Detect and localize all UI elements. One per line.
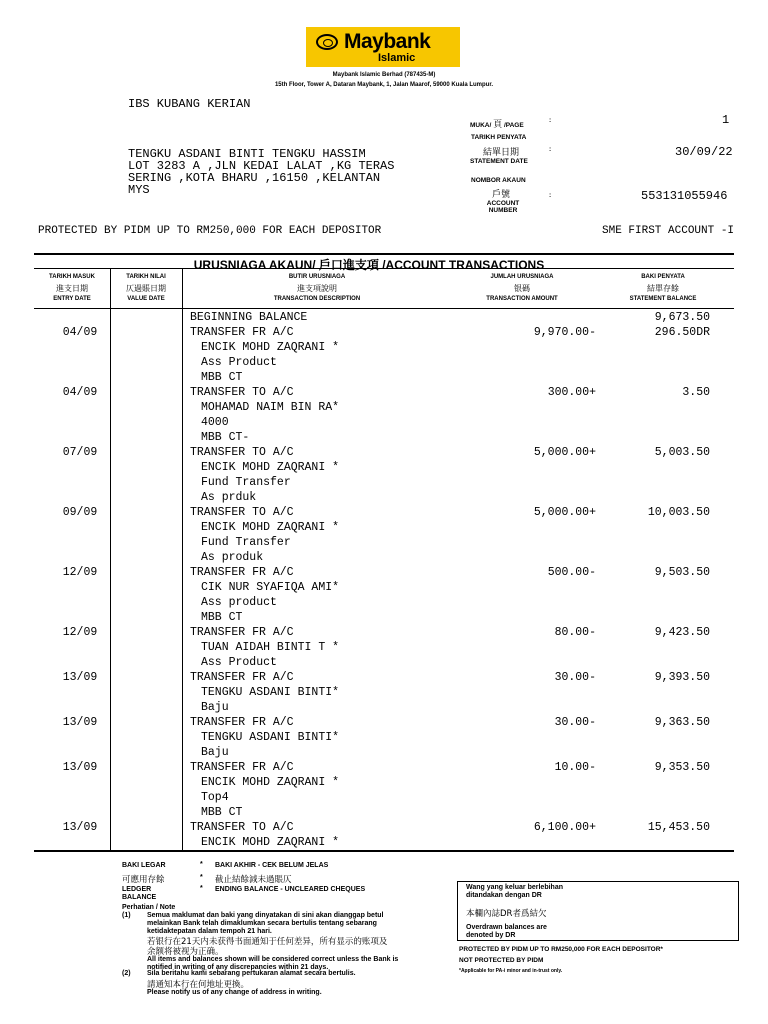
table-row xyxy=(0,745,768,760)
table-row xyxy=(0,835,768,850)
transaction-description: ENCIK MOHD ZAQRANI * xyxy=(201,836,340,849)
table-row xyxy=(0,610,768,625)
account-number-label-cjk: 戶號 xyxy=(492,190,511,200)
transaction-description: As produk xyxy=(201,551,264,564)
branch-name: IBS KUBANG KERIAN xyxy=(128,97,251,111)
entry-date: 12/09 xyxy=(62,626,98,639)
note-heading: Perhatian / Note xyxy=(122,904,176,911)
transaction-amount: 80.00- xyxy=(554,626,596,639)
note-2-cjk: 請通知本行在何地址更換。 xyxy=(147,980,250,990)
entry-date: 13/09 xyxy=(62,716,98,729)
page-colon: : xyxy=(549,117,552,124)
customer-name: TENGKU ASDANI BINTI TENGKU HASSIM xyxy=(128,147,366,161)
note-1-en-1: All items and balances shown will be considered correct unless the Bank is xyxy=(147,956,399,963)
table-row xyxy=(0,310,768,325)
entry-date: 12/09 xyxy=(62,566,98,579)
pidm-notice: PROTECTED BY PIDM UP TO RM250,000 FOR EACH DEPOSITOR xyxy=(38,225,382,237)
statement-balance: 9,353.50 xyxy=(654,761,710,774)
top-rule xyxy=(34,253,734,255)
table-row xyxy=(0,700,768,715)
customer-address-3: MYS xyxy=(128,183,150,197)
table-row xyxy=(0,415,768,430)
transaction-description: ENCIK MOHD ZAQRANI * xyxy=(201,776,340,789)
date-colon: : xyxy=(549,146,552,153)
account-colon: : xyxy=(549,192,552,199)
table-row xyxy=(0,595,768,610)
transaction-description: MBB CT xyxy=(201,806,243,819)
statement-balance: 9,503.50 xyxy=(654,566,710,579)
note-2-en: Please notify us of any change of address in writing. xyxy=(147,989,322,996)
baki-legar-label: BAKI LEGAR xyxy=(122,862,166,869)
table-row xyxy=(0,445,768,460)
account-number-label: NOMBOR AKAUN xyxy=(471,177,526,184)
logo-sub: Islamic xyxy=(378,52,416,64)
transaction-description: TRANSFER FR A/C xyxy=(190,566,294,579)
transaction-description: TRANSFER FR A/C xyxy=(190,671,294,684)
transaction-description: TRANSFER TO A/C xyxy=(190,386,294,399)
table-row xyxy=(0,670,768,685)
statement-balance: 9,423.50 xyxy=(654,626,710,639)
transaction-description: ENCIK MOHD ZAQRANI * xyxy=(201,461,340,474)
page-value: 1 xyxy=(722,113,730,127)
statement-balance: 10,003.50 xyxy=(647,506,710,519)
note-1-cjk-1: 若银行在21天内未获得书面通知于任何差异，所有显示的账项及 xyxy=(147,937,388,947)
entry-date: 07/09 xyxy=(62,446,98,459)
table-row xyxy=(0,730,768,745)
table-row xyxy=(0,460,768,475)
transaction-amount: 30.00- xyxy=(554,716,596,729)
logo-name: Maybank xyxy=(344,30,431,53)
statement-balance: 296.50DR xyxy=(654,326,710,339)
table-row xyxy=(0,580,768,595)
statement-balance: 15,453.50 xyxy=(647,821,710,834)
transaction-amount: 300.00+ xyxy=(547,386,596,399)
table-row xyxy=(0,430,768,445)
baki-legar-cjk: 可應用存餘 xyxy=(122,875,165,885)
applicable-note: *Applicable for PA-i minor and in-trust only. xyxy=(459,968,563,974)
pidm-footer: PROTECTED BY PIDM UP TO RM250,000 FOR EACH DEPOSITOR* xyxy=(459,946,663,953)
table-row xyxy=(0,400,768,415)
table-row xyxy=(0,640,768,655)
ledger-label: LEDGER xyxy=(122,886,152,893)
statement-date-label-en: STATEMENT DATE xyxy=(470,158,528,165)
transaction-amount: 500.00- xyxy=(547,566,596,579)
transaction-amount: 5,000.00+ xyxy=(533,446,596,459)
transaction-description: TRANSFER FR A/C xyxy=(190,761,294,774)
transaction-amount: 6,100.00+ xyxy=(533,821,596,834)
tiger-emblem-icon xyxy=(316,34,338,50)
table-row xyxy=(0,340,768,355)
table-row xyxy=(0,760,768,775)
box-cjk: 本欄內誌DR者爲結欠 xyxy=(466,909,547,919)
account-type: SME FIRST ACCOUNT -I xyxy=(602,225,735,237)
transaction-description: TENGKU ASDANI BINTI* xyxy=(201,686,340,699)
col-amount: JUMLAH URUSNIAGA 银碼 TRANSACTION AMOUNT xyxy=(486,274,558,302)
note-1-cjk-2: 余额将被视为正确。 xyxy=(147,947,224,957)
note-2-number: (2) xyxy=(122,970,131,977)
note-1-ms-3: ketidaktepatan dalam tempoh 21 hari. xyxy=(147,928,272,935)
table-row xyxy=(0,490,768,505)
table-row xyxy=(0,520,768,535)
statement-balance: 5,003.50 xyxy=(654,446,710,459)
transaction-description: Baju xyxy=(201,746,229,759)
transaction-amount: 30.00- xyxy=(554,671,596,684)
transaction-description: Fund Transfer xyxy=(201,536,291,549)
col-balance: BAKI PENYATA 結單存餘 STATEMENT BALANCE xyxy=(629,274,697,302)
table-row xyxy=(0,325,768,340)
section-rule xyxy=(34,268,734,269)
header-rule xyxy=(34,308,734,309)
table-row xyxy=(0,655,768,670)
ending-balance-label: ENDING BALANCE - UNCLEARED CHEQUES xyxy=(215,886,366,893)
transaction-description: As prduk xyxy=(201,491,257,504)
baki-akhir-cjk: 截止結餘減未過賬仄 xyxy=(215,875,292,885)
star-3: * xyxy=(200,885,203,892)
note-1-en-2: notified in writing of any discrepancies within 21 days. xyxy=(147,964,329,971)
statement-balance: 9,363.50 xyxy=(654,716,710,729)
transaction-description: Fund Transfer xyxy=(201,476,291,489)
transaction-description: TRANSFER FR A/C xyxy=(190,716,294,729)
table-row xyxy=(0,790,768,805)
table-row xyxy=(0,385,768,400)
transaction-description: MBB CT- xyxy=(201,431,250,444)
table-row xyxy=(0,355,768,370)
table-row xyxy=(0,685,768,700)
transaction-description: Ass Product xyxy=(201,656,277,669)
entry-date: 04/09 xyxy=(62,326,98,339)
maybank-logo xyxy=(306,27,460,67)
note-1-ms-2: melainkan Bank telah dimaklumkan secara bertulis tentang sebarang xyxy=(147,920,377,927)
transaction-description: MOHAMAD NAIM BIN RA* xyxy=(201,401,340,414)
table-row xyxy=(0,775,768,790)
table-row xyxy=(0,550,768,565)
statement-balance: 3.50 xyxy=(682,386,710,399)
table-row xyxy=(0,370,768,385)
transaction-description: MBB CT xyxy=(201,611,243,624)
entry-date: 09/09 xyxy=(62,506,98,519)
transaction-description: 4000 xyxy=(201,416,229,429)
bank-address: 15th Floor, Tower A, Dataran Maybank, 1, Jalan Maarof, 59000 Kuala Lumpur. xyxy=(274,82,494,88)
star-1: * xyxy=(200,861,203,868)
transaction-description: TRANSFER TO A/C xyxy=(190,446,294,459)
box-line-1: Wang yang keluar berlebihan xyxy=(466,884,563,891)
transaction-description: TRANSFER FR A/C xyxy=(190,326,294,339)
statement-balance: 9,393.50 xyxy=(654,671,710,684)
table-row xyxy=(0,505,768,520)
table-row xyxy=(0,805,768,820)
entry-date: 13/09 xyxy=(62,761,98,774)
customer-address-1: LOT 3283 A ,JLN KEDAI LALAT ,KG TERAS xyxy=(128,159,395,173)
transaction-description: ENCIK MOHD ZAQRANI * xyxy=(201,521,340,534)
transaction-description: TRANSFER TO A/C xyxy=(190,821,294,834)
statement-date-label-cjk: 結單日期 xyxy=(483,148,520,158)
transaction-amount: 9,970.00- xyxy=(533,326,596,339)
table-row xyxy=(0,625,768,640)
star-2: * xyxy=(200,874,203,881)
transaction-description: TRANSFER FR A/C xyxy=(190,626,294,639)
ledger-balance-label: BALANCE xyxy=(122,894,157,901)
transaction-description: ENCIK MOHD ZAQRANI * xyxy=(201,341,340,354)
note-1-ms-1: Semua maklumat dan baki yang dinyatakan di sini akan dianggap betul xyxy=(147,912,384,919)
section-title: URUSNIAGA AKAUN/ 戶口進支項 /ACCOUNT TRANSACTIONS xyxy=(193,258,545,272)
statement-balance: 9,673.50 xyxy=(654,311,710,324)
transaction-description: Ass product xyxy=(201,596,277,609)
entry-date: 04/09 xyxy=(62,386,98,399)
col-entry-date: TARIKH MASUK 進支日期 ENTRY DATE xyxy=(49,274,95,302)
account-number-value: 553131055946 xyxy=(641,189,728,203)
box-line-4: denoted by DR xyxy=(466,932,516,939)
note-2-ms: Sila beritahu kami sebarang pertukaran alamat secara bertulis. xyxy=(147,970,356,977)
bottom-rule xyxy=(34,850,734,852)
page-label: MUKA/ 頁 /PAGE xyxy=(470,120,524,130)
box-line-3: Overdrawn balances are xyxy=(466,924,547,931)
table-row xyxy=(0,535,768,550)
note-1-number: (1) xyxy=(122,912,131,919)
transaction-description: CIK NUR SYAFIQA AMI* xyxy=(201,581,340,594)
table-row xyxy=(0,820,768,835)
table-row xyxy=(0,565,768,580)
col-value-date: TARIKH NILAI 仄過賬日期 VALUE DATE xyxy=(126,274,166,302)
customer-address-2: SERING ,KOTA BHARU ,16150 ,KELANTAN xyxy=(128,171,381,185)
transaction-description: TRANSFER TO A/C xyxy=(190,506,294,519)
table-row xyxy=(0,475,768,490)
transaction-amount: 10.00- xyxy=(554,761,596,774)
transaction-description: Top4 xyxy=(201,791,229,804)
bank-legal-name: Maybank Islamic Berhad (787435-M) xyxy=(332,72,436,78)
table-row xyxy=(0,715,768,730)
col-description: BUTIR URUSNIAGA 進支項說明 TRANSACTION DESCRIPTION xyxy=(273,274,361,302)
baki-akhir-label: BAKI AKHIR - CEK BELUM JELAS xyxy=(215,862,329,869)
box-line-2: ditandakan dengan DR xyxy=(466,892,542,899)
entry-date: 13/09 xyxy=(62,671,98,684)
transaction-description: MBB CT xyxy=(201,371,243,384)
transaction-description: Baju xyxy=(201,701,229,714)
account-number-label-en: ACCOUNT NUMBER xyxy=(486,200,520,214)
transaction-description: BEGINNING BALANCE xyxy=(190,311,308,324)
entry-date: 13/09 xyxy=(62,821,98,834)
statement-date-value: 30/09/22 xyxy=(675,145,733,159)
transaction-description: TENGKU ASDANI BINTI* xyxy=(201,731,340,744)
transaction-description: TUAN AIDAH BINTI T * xyxy=(201,641,340,654)
transaction-description: Ass Product xyxy=(201,356,277,369)
not-protected: NOT PROTECTED BY PIDM xyxy=(459,957,544,964)
transaction-amount: 5,000.00+ xyxy=(533,506,596,519)
statement-date-label: TARIKH PENYATA xyxy=(471,134,527,141)
